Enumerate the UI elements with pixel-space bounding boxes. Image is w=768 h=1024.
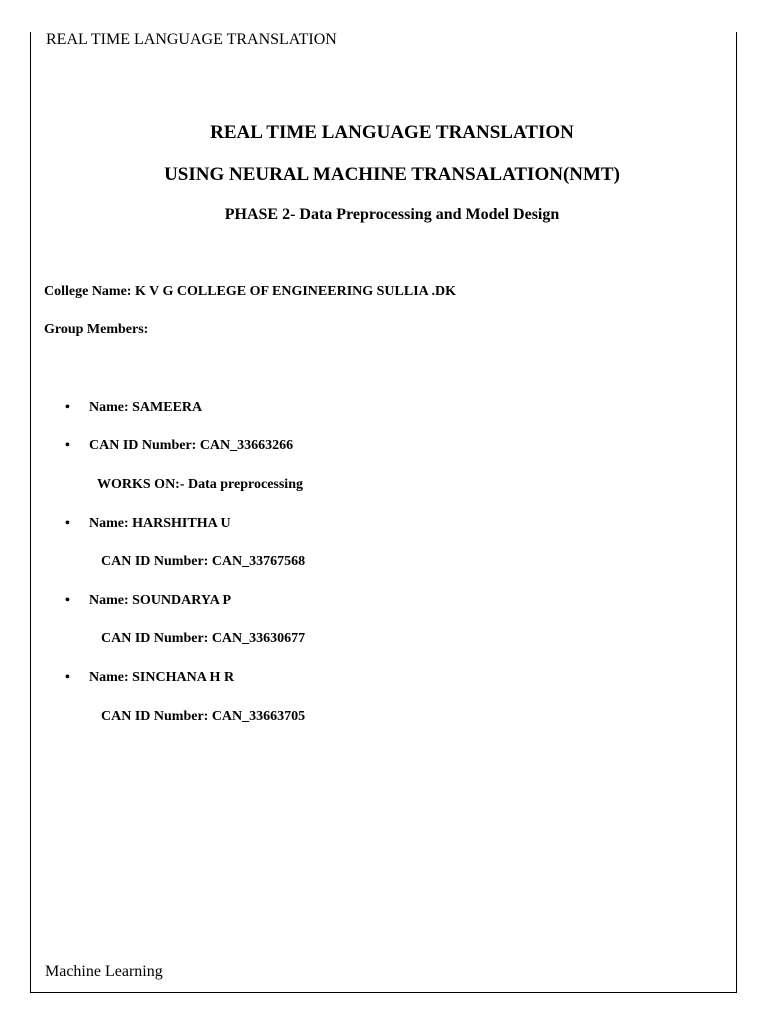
member-name: Name: SOUNDARYA P xyxy=(89,593,232,608)
phase-heading: PHASE 2- Data Preprocessing and Model Design xyxy=(224,206,560,223)
bullet: • xyxy=(65,438,70,453)
member-name: Name: SINCHANA H R xyxy=(89,670,235,685)
member-can-id: CAN ID Number: CAN_33663705 xyxy=(101,709,306,724)
bullet: • xyxy=(65,400,70,415)
bullet: • xyxy=(65,516,70,531)
member-name: Name: HARSHITHA U xyxy=(89,516,231,531)
member-works-on: WORKS ON:- Data preprocessing xyxy=(97,477,303,492)
page-header: REAL TIME LANGUAGE TRANSLATION xyxy=(46,31,337,48)
member-can-id: CAN ID Number: CAN_33630677 xyxy=(101,631,306,646)
group-members-label: Group Members: xyxy=(44,322,149,337)
member-can-id: CAN ID Number: CAN_33767568 xyxy=(101,554,306,569)
bullet: • xyxy=(65,593,70,608)
page-footer: Machine Learning xyxy=(45,963,163,980)
document-subtitle: USING NEURAL MACHINE TRANSALATION(NMT) xyxy=(164,164,620,185)
college-name: College Name: K V G COLLEGE OF ENGINEERING SULLIA .DK xyxy=(44,284,457,299)
member-can-id: CAN ID Number: CAN_33663266 xyxy=(89,438,294,453)
member-name: Name: SAMEERA xyxy=(89,400,203,415)
bullet: • xyxy=(65,670,70,685)
document-title: REAL TIME LANGUAGE TRANSLATION xyxy=(210,122,574,143)
